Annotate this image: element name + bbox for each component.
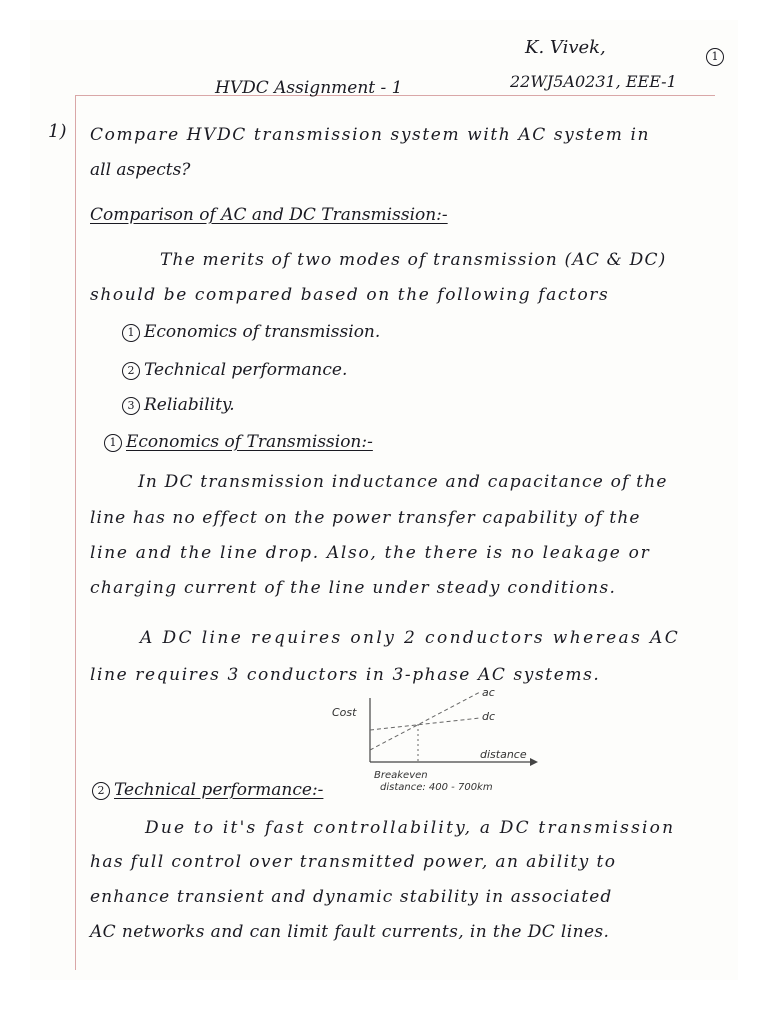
question-line-1: Compare HVDC transmission system with AC system in — [90, 125, 651, 145]
breakeven-label: Breakeven — [374, 770, 428, 781]
factor-text: Economics of transmission. — [144, 322, 381, 342]
page-title: HVDC Assignment - 1 — [215, 78, 403, 98]
technical-line-2: has full control over transmitted power, an ability to — [90, 852, 617, 872]
dc-curve-label: dc — [482, 710, 496, 723]
economics-heading-text: Economics of Transmission:- — [126, 432, 373, 452]
economics-line-1: In DC transmission inductance and capacitance of the — [138, 472, 668, 492]
y-axis-label: Cost — [332, 706, 357, 719]
ac-cost-line — [370, 692, 480, 750]
breakeven-range: distance: 400 - 700km — [380, 782, 493, 793]
economics-heading — [104, 432, 373, 452]
factor-1 — [122, 322, 380, 342]
page-number-circle: 1 — [706, 48, 724, 66]
margin-line — [75, 95, 76, 970]
x-axis-arrow — [530, 758, 538, 766]
x-axis-label: distance — [480, 748, 527, 761]
technical-line-1: Due to it's fast controllability, a DC transmission — [145, 818, 676, 838]
author-name: K. Vivek, — [525, 37, 606, 58]
comparison-line-1: The merits of two modes of transmission (AC & DC) — [160, 250, 667, 270]
factor-text: Technical performance. — [144, 360, 348, 380]
section-number-circle: 2 — [92, 782, 110, 800]
dc-cost-line — [370, 718, 480, 730]
economics-line-6: line requires 3 conductors in 3-phase AC systems. — [90, 665, 601, 685]
question-number: 1) — [48, 121, 67, 142]
roll-number: 22WJ5A0231, EEE-1 — [510, 72, 677, 91]
question-line-2: all aspects? — [90, 160, 191, 180]
comparison-heading: Comparison of AC and DC Transmission:- — [90, 205, 448, 225]
section-number-circle: 1 — [104, 434, 122, 452]
factor-number-circle: 3 — [122, 397, 140, 415]
economics-line-4: charging current of the line under steady conditions. — [90, 578, 617, 598]
cost-distance-graph — [330, 690, 570, 810]
factor-text: Reliability. — [144, 395, 235, 415]
technical-heading — [92, 780, 323, 800]
technical-line-3: enhance transient and dynamic stability in associated — [90, 887, 613, 907]
economics-line-2: line has no effect on the power transfer capability of the — [90, 508, 641, 528]
economics-line-3: line and the line drop. Also, the there is no leakage or — [90, 543, 651, 563]
factor-2 — [122, 360, 347, 380]
comparison-line-2: should be compared based on the following factors — [90, 285, 610, 305]
economics-line-5: A DC line requires only 2 conductors whereas AC — [140, 628, 681, 648]
page-number — [706, 46, 728, 66]
factor-3 — [122, 395, 235, 415]
technical-heading-text: Technical performance:- — [114, 780, 324, 800]
factor-number-circle: 1 — [122, 324, 140, 342]
ac-curve-label: ac — [482, 690, 495, 699]
technical-line-4: AC networks and can limit fault currents, in the DC lines. — [90, 922, 610, 942]
factor-number-circle: 2 — [122, 362, 140, 380]
